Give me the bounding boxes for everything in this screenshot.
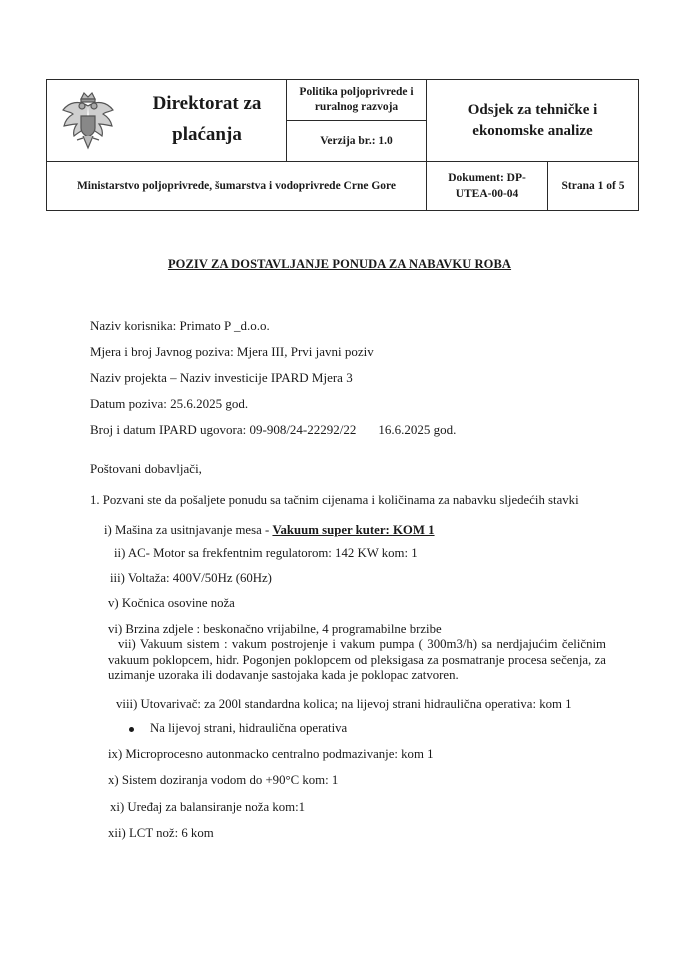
greeting: Poštovani dobavljači, [90, 461, 202, 476]
bullet-dot-icon [129, 727, 134, 732]
org-title: Direktorat za plaćanja [152, 93, 262, 145]
list-item-iii: iii) Voltaža: 400V/50Hz (60Hz) [110, 571, 272, 585]
intro-paragraph: 1. Pozvani ste da pošaljete ponudu sa tačnim cijenama i količinama za nabavku sljedećih stavki [90, 493, 579, 507]
ministry-cell: Ministarstvo poljoprivrede, šumarstva i vodoprivrede Crne Gore [47, 162, 427, 210]
document-header-table [46, 79, 639, 211]
document-number-cell: Dokument: DP-UTEA-00-04 [427, 162, 548, 210]
project-line: Naziv projekta – Naziv investicije IPARD Mjera 3 [90, 370, 353, 385]
document-title: POZIV ZA DOSTAVLJANJE PONUDA ZA NABAVKU ROBA [167, 257, 512, 271]
list-item-x: x) Sistem doziranja vodom do +90°C kom: 1 [108, 773, 339, 787]
department-cell: Odsjek za tehničke i ekonomske analize [427, 80, 638, 162]
item-i-highlight: Vakuum super kuter: KOM 1 [272, 523, 435, 537]
page-number-cell: Strana 1 of 5 [561, 180, 625, 192]
list-item-vii: vii) Vakuum sistem : vakum postrojenje i vakum pumpa ( 300m3/h) sa nerdjajućim čeličnim vakuum poklopcem, hidr. Pogonjen poklopcem od pleksigasa za posmatranje procesa sečenja, za uzimanje uzoraka ili dodavanje sastojaka kada je poklopac zatvoren. [108, 637, 606, 682]
date-line: Datum poziva: 25.6.2025 god. [90, 396, 249, 411]
list-item-xi: xi) Uređaj za balansiranje noža kom:1 [110, 800, 306, 814]
measure-line: Mjera i broj Javnog poziva: Mjera III, Prvi javni poziv [90, 344, 374, 359]
contract-date: 16.6.2025 god. [378, 422, 457, 437]
contract-line [90, 422, 456, 438]
list-item-ii: ii) AC- Motor sa frekfentnim regulatorom: 142 KW kom: 1 [114, 546, 418, 560]
list-item-ix: ix) Microprocesno autonmacko centralno podmazivanje: kom 1 [108, 747, 434, 761]
contract-number: Broj i datum IPARD ugovora: 09-908/24-22292/22 [90, 422, 357, 437]
header-logo-cell [47, 80, 287, 162]
version-cell: Verzija br.: 1.0 [287, 121, 427, 162]
list-item-i [104, 522, 435, 538]
list-item-viii: viii) Utovarivač: za 200l standardna kolica; na lijevoj strani hidraulična operativa: kom 1 [116, 697, 572, 711]
montenegro-coat-of-arms-icon [59, 90, 117, 152]
beneficiary-line: Naziv korisnika: Primato P _d.o.o. [90, 318, 270, 333]
list-item-vi: vi) Brzina zdjele : beskonačno vrijabilne, 4 programabilne brzibe [108, 622, 442, 636]
list-item-v: v) Kočnica osovine noža [108, 596, 235, 610]
list-item-xii: xii) LCT nož: 6 kom [108, 826, 214, 840]
item-i-label: i) Mašina za usitnjavanje mesa - [104, 523, 273, 537]
policy-cell: Politika poljoprivrede i ruralnog razvoja [287, 80, 427, 121]
list-item-viii-bullet: Na lijevoj strani, hidraulična operativa [150, 721, 348, 735]
